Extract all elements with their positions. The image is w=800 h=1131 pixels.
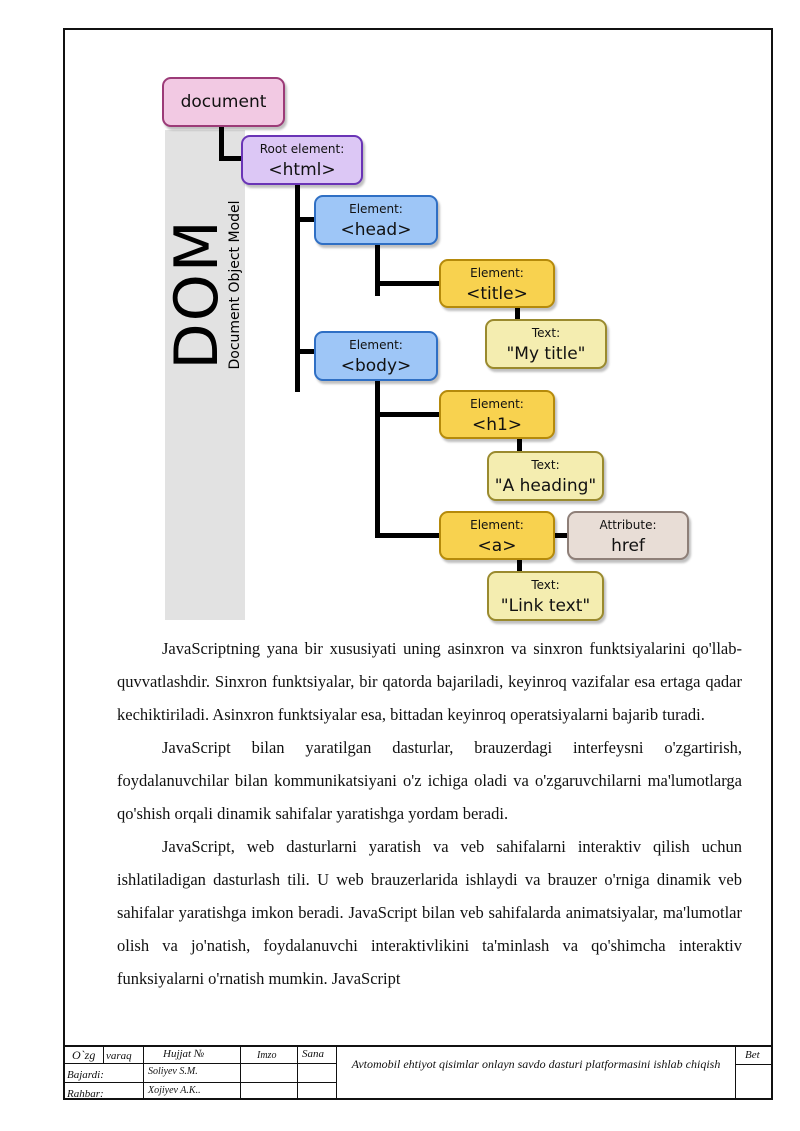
- tb-line: [735, 1045, 736, 1100]
- col-ozg: O`zg: [72, 1048, 96, 1062]
- node-title: Element: <title>: [439, 259, 555, 308]
- node-attribute-href: Attribute: href: [567, 511, 689, 560]
- connector-line: [295, 184, 300, 392]
- dom-side-label: [162, 130, 245, 440]
- col-sana: Sana: [302, 1048, 324, 1060]
- col-varaq: varaq: [106, 1050, 132, 1062]
- node-document: document: [162, 77, 285, 127]
- connector-line: [375, 244, 380, 296]
- paragraph: JavaScript bilan yaratilgan dasturlar, brauzerdagi interfeysni o'zgartirish, foydalanuvchilar bilan kommunikatsiyani o'z ichiga oladi va o'zgaruvchilarni ma'lumotlarga qo'shish orqali dinamik sahifalar yaratishga yordam beradi.: [117, 738, 742, 823]
- node-html: Root element: <html>: [241, 135, 363, 185]
- connector-line: [219, 126, 224, 160]
- col-hujjat: Hujjat №: [163, 1048, 205, 1060]
- bajardi-label: Bajardi:: [67, 1069, 104, 1081]
- tb-line: [63, 1045, 773, 1047]
- node-h1-text: Text: "A heading": [487, 451, 604, 501]
- dom-label-big: DOM: [162, 218, 232, 370]
- connector-line: [517, 558, 522, 572]
- body-text: [117, 632, 742, 995]
- project-title: Avtomobil ehtiyot qisimlar onlayn savdo dasturi platformasini ishlab chiqish: [351, 1057, 721, 1071]
- connector-line: [517, 437, 522, 452]
- connector-line: [375, 533, 442, 538]
- col-bet: Bet: [745, 1049, 760, 1061]
- dom-label-small: Document Object Model: [227, 200, 243, 370]
- tb-line: [336, 1045, 337, 1100]
- col-imzo: Imzo: [257, 1050, 277, 1061]
- tb-line: [735, 1064, 773, 1065]
- connector-line: [375, 281, 442, 286]
- node-a: Element: <a>: [439, 511, 555, 560]
- node-head: Element: <head>: [314, 195, 438, 245]
- rahbar-label: Rahbar:: [67, 1088, 104, 1100]
- tb-line: [103, 1045, 104, 1064]
- paragraph: JavaScript, web dasturlarni yaratish va veb sahifalarni interaktiv qilish uchun ishlatiladigan dasturlash tili. U web brauzerlarida ishlaydi va brauzer o'rniga dinamik veb sahifalar yaratishga imkon beradi. JavaScript bilan veb sahifalarda animatsiyalar, ma'lumotlar olish va jo'natish, foydalanuvchi interaktivlikini ta'minlash va qo'shimcha interaktiv funksiyalarni o'rnatish mumkin. JavaScript: [117, 837, 742, 988]
- node-a-text: Text: "Link text": [487, 571, 604, 621]
- node-title-text: Text: "My title": [485, 319, 607, 369]
- connector-line: [375, 412, 442, 417]
- node-h1: Element: <h1>: [439, 390, 555, 439]
- node-body: Element: <body>: [314, 331, 438, 381]
- tb-line: [143, 1045, 144, 1100]
- rahbar-name: Xojiyev A.K..: [148, 1085, 201, 1096]
- tb-line: [63, 1082, 336, 1083]
- bajardi-name: Soliyev S.M.: [148, 1066, 198, 1077]
- paragraph: JavaScriptning yana bir xususiyati uning asinxron va sinxron funktsiyalarini qo'llab-quvvatlashdir. Sinxron funktsiyalar, bir qatorda bajariladi, keyinroq vazifalar esa ertaga qadar kechiktiriladi. Asinxron funktsiyalar esa, bittadan keyinroq operatsiyalarni bajarib turadi.: [117, 639, 742, 724]
- connector-line: [375, 380, 380, 538]
- tb-line: [240, 1045, 241, 1100]
- tb-line: [297, 1045, 298, 1100]
